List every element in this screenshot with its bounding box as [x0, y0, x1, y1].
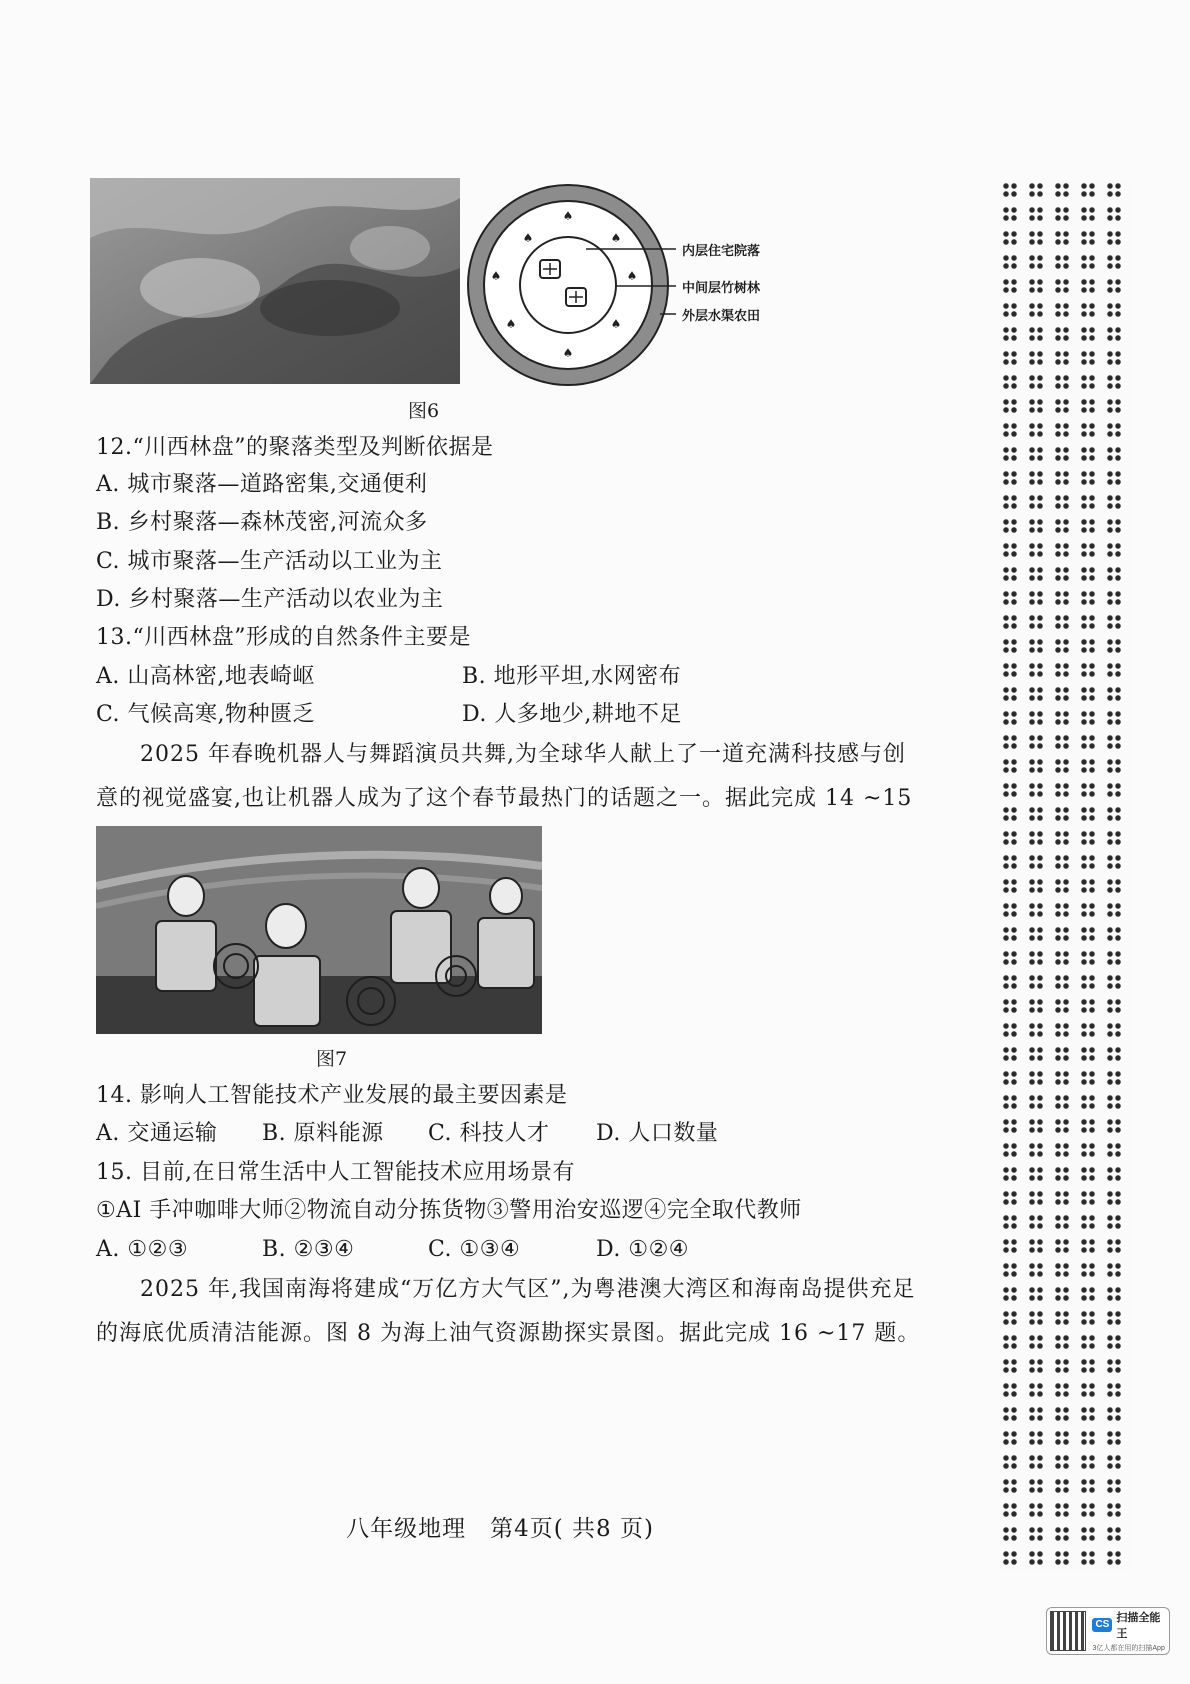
qr-code-icon: [1050, 1611, 1086, 1651]
q14-stem: 14. 影响人工智能技术产业发展的最主要因素是: [96, 1083, 568, 1108]
svg-text:♠: ♠: [490, 269, 502, 283]
scanner-badge: [1046, 1607, 1170, 1655]
q14-option-a: A. 交通运输: [96, 1121, 218, 1146]
page-footer: 八年级地理 第4页( 共8 页): [346, 1516, 654, 1542]
q15-stem: 15. 目前,在日常生活中人工智能技术应用场景有: [96, 1160, 575, 1185]
intro-14-15: 2025 年春晚机器人与舞蹈演员共舞,为全球华人献上了一道充满科技感与创意的视觉盛宴,也让机器人成为了这个春节最热门的话题之一。据此完成 14 ~15: [96, 742, 913, 811]
q15-items: ①AI 手冲咖啡大师②物流自动分拣货物③警用治安巡逻④完全取代教师: [96, 1198, 802, 1223]
figure7-photo: [96, 826, 542, 1034]
q12-stem: 12.“川西林盘”的聚落类型及判断依据是: [96, 435, 494, 460]
diagram-label-inner: 内层住宅院落: [682, 244, 761, 259]
scanner-name: 扫描全能王: [1116, 1612, 1161, 1640]
svg-text:♠: ♠: [505, 317, 517, 331]
svg-text:♠: ♠: [562, 209, 574, 223]
q12-option-b: B. 乡村聚落—森林茂密,河流众多: [96, 510, 428, 535]
q13-option-b: B. 地形平坦,水网密布: [462, 664, 682, 689]
q15-option-a: A. ①②③: [96, 1237, 189, 1262]
figure6-caption: 图6: [408, 400, 440, 422]
svg-text:♠: ♠: [610, 231, 622, 245]
intro-16-17: 2025 年,我国南海将建成“万亿方大气区”,为粤港澳大湾区和海南岛提供充足的海底优质清洁能源。图 8 为海上油气资源勘探实景图。据此完成 16 ~17 题。: [96, 1277, 921, 1346]
q12-option-a: A. 城市聚落—道路密集,交通便利: [96, 472, 428, 497]
q13-option-c: C. 气候高寒,物种匮乏: [96, 702, 316, 727]
q14-option-d: D. 人口数量: [596, 1121, 719, 1146]
scanner-tagline: 3亿人都在用的扫描App: [1092, 1645, 1165, 1652]
q15-option-b: B. ②③④: [262, 1237, 355, 1262]
figure7-caption: 图7: [316, 1048, 348, 1070]
q12-option-c: C. 城市聚落—生产活动以工业为主: [96, 549, 443, 574]
svg-text:♠: ♠: [610, 317, 622, 331]
svg-text:♠: ♠: [626, 269, 638, 283]
q12-option-d: D. 乡村聚落—生产活动以农业为主: [96, 587, 444, 612]
q14-option-c: C. 科技人才: [428, 1121, 550, 1146]
decorative-border: [1000, 180, 1132, 1570]
scanner-logo-icon: CS: [1092, 1618, 1112, 1632]
figure6-photo: [90, 178, 460, 384]
q14-option-b: B. 原料能源: [262, 1121, 384, 1146]
diagram-label-outer: 外层水渠农田: [682, 309, 761, 324]
q15-option-d: D. ①②④: [596, 1237, 690, 1262]
diagram-label-middle: 中间层竹树林: [682, 281, 761, 296]
q15-option-c: C. ①③④: [428, 1237, 521, 1262]
svg-text:♠: ♠: [562, 346, 574, 360]
svg-text:♠: ♠: [522, 231, 534, 245]
q13-option-a: A. 山高林密,地表崎岖: [96, 664, 315, 689]
q13-stem: 13.“川西林盘”形成的自然条件主要是: [96, 625, 471, 650]
q13-option-d: D. 人多地少,耕地不足: [462, 702, 682, 727]
